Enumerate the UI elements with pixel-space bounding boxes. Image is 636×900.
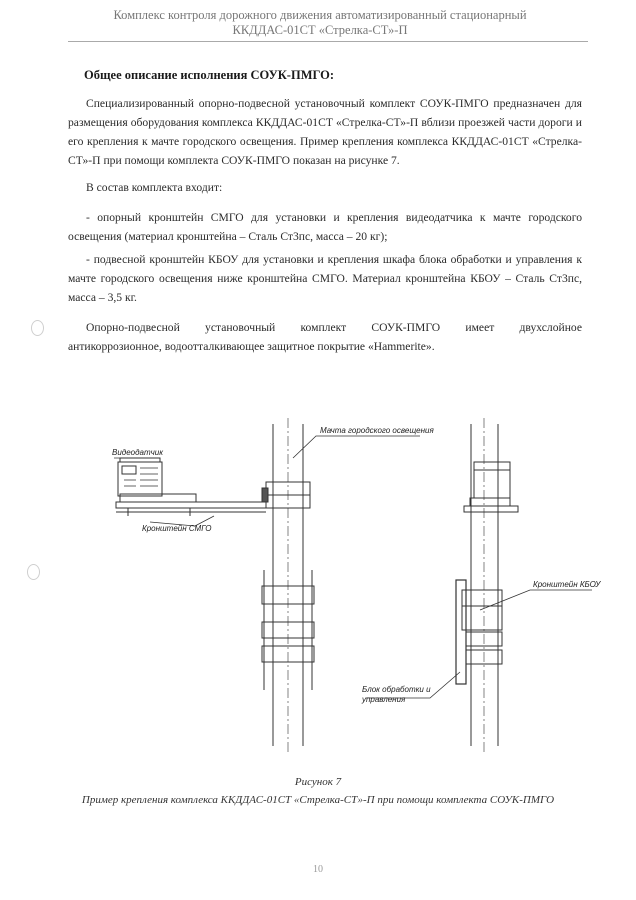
label-video-sensor: Видеодатчик [112, 448, 164, 457]
label-bracket-kbou: Кронштейн КБОУ [533, 580, 601, 589]
leader-bracket-kbou [480, 590, 592, 610]
header-rule [68, 41, 588, 42]
figure-7-drawing [0, 400, 636, 760]
binder-hole-upper [31, 320, 44, 336]
section-heading: Общее описание исполнения СОУК-ПМГО: [84, 68, 335, 82]
video-sensor-drawing [118, 458, 162, 496]
label-unit-line-1: Блок обработки и [362, 685, 431, 694]
mast-left-view [273, 418, 303, 752]
bracket-smgo [116, 494, 266, 516]
page-number: 10 [313, 864, 323, 875]
paragraph-purpose [68, 94, 582, 170]
label-unit-line-2: управления [362, 695, 406, 704]
paragraph-bracket-smgo-text: - опорный кронштейн СМГО для установки и крепления видеодатчика к мачте городского освещения (материал кронштейна – Сталь Ст3пс, масса – 20 кг); [68, 211, 582, 243]
paragraph-coating-line-2: антикоррозионное, водоотталкивающее защитное покрытие «Hammerite». [68, 340, 435, 353]
paragraph-bracket-smgo [68, 208, 582, 246]
video-sensor-side [464, 462, 518, 512]
bracket-kbou-drawing [456, 580, 502, 684]
paragraph-bracket-kbou-text: - подвесной кронштейн КБОУ для установки и крепления шкафа блока обработки и управления к мачте городского освещения ниже кронштейна СМГО. Материал кронштейна КБОУ – Сталь Ст3пс, масса – 3,5 кг. [68, 253, 582, 304]
leader-mast [293, 436, 420, 458]
label-mast: Мачта городского освещения [320, 426, 434, 435]
paragraph-kit-intro [68, 178, 582, 197]
paragraph-coating-line-1-text: Опорно-подвесной установочный комплект СОУК-ПМГО имеет двухслойное [86, 321, 582, 334]
paragraph-kit-intro-text: В состав комплекта входит: [86, 181, 223, 194]
paragraph-purpose-text: Специализированный опорно-подвесной установочный комплект СОУК-ПМГО предназначен для размещения оборудования комплекса ККДДАС-01СТ «Стрелка-СТ»-П вблизи проезжей части дороги и его крепления к мачте городского освещения. Пример крепления комплекса ККДДАС-01СТ «Стрелка-СТ»-П при помощи комплекта СОУК-ПМГО показан на рисунке 7. [68, 97, 582, 167]
running-header [60, 8, 580, 38]
figure-caption-title: Рисунок 7 [294, 776, 342, 788]
paragraph-bracket-kbou [68, 250, 582, 307]
figure-caption-text: Пример крепления комплекса ККДДАС-01СТ «Стрелка-СТ»-П при помощи комплекта СОУК-ПМГО [81, 794, 555, 806]
label-bracket-smgo: Кронштейн СМГО [142, 524, 212, 533]
header-line-2: ККДДАС-01СТ «Стрелка-СТ»-П [232, 23, 408, 37]
mast-right-view [471, 418, 498, 752]
paragraph-coating-line-1 [68, 318, 582, 337]
header-line-1: Комплекс контроля дорожного движения автоматизированный стационарный [113, 8, 527, 22]
